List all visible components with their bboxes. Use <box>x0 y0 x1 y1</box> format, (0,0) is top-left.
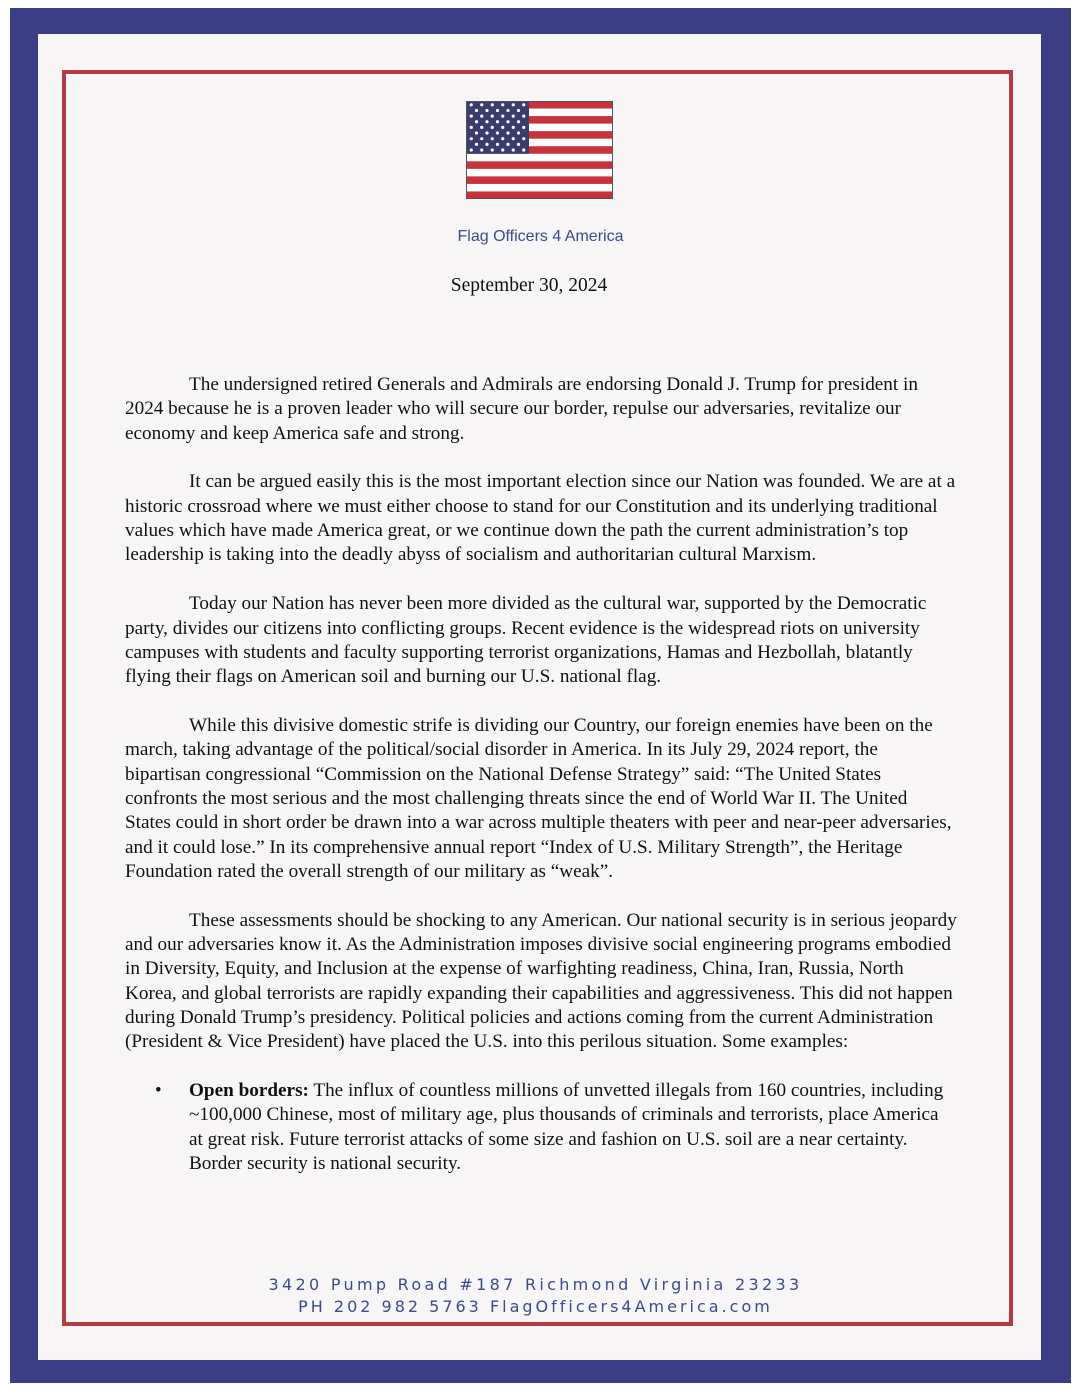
us-flag-icon <box>466 101 613 199</box>
paragraph: It can be argued easily this is the most important election since our Nation was founded. We are at a historic crossroad where we must either choose to stand for our Constitution and its underlying traditional values which have made America great, or we continue down the path the current administration’s top leadership is taking into the deadly abyss of socialism and authoritarian cultural Marxism. <box>125 471 956 566</box>
flag-star <box>517 120 520 123</box>
flag-star <box>512 137 515 140</box>
bullet-icon: • <box>155 1080 162 1102</box>
flag-stripe <box>466 176 613 184</box>
flag-star <box>506 131 509 134</box>
flag-star <box>491 103 494 106</box>
flag-stripe <box>466 191 613 199</box>
flag-star <box>475 120 478 123</box>
flag-star <box>480 148 483 151</box>
flag-star <box>512 103 515 106</box>
list-item-text: The influx of countless millions of unvetted illegals from 160 countries, including ~100,000 Chinese, most of military age, plus thousands of criminals and terrorists, place America at great risk. Future terrorist attacks of some size and fashion on U.S. soil are a near certainty. Border security is national security. <box>189 1080 944 1174</box>
letter-body <box>125 373 957 1176</box>
flag-star <box>496 109 499 112</box>
flag-star <box>501 126 504 129</box>
flag-star <box>485 131 488 134</box>
flag-star <box>501 114 504 117</box>
flag-star <box>470 126 473 129</box>
flag-star <box>470 148 473 151</box>
flag-star <box>485 143 488 146</box>
flag-star <box>517 131 520 134</box>
flag-star <box>522 148 525 151</box>
flag-star <box>491 126 494 129</box>
flag-star <box>491 148 494 151</box>
flag-star <box>506 143 509 146</box>
flag-star <box>522 137 525 140</box>
org-name: Flag Officers 4 America <box>457 228 624 245</box>
paragraph: While this divisive domestic strife is dividing our Country, our foreign enemies have been on the march, taking advantage of the political/social disorder in America. In its July 29, 2024 report, the bipartisan congressional “Commission on the National Defense Strategy” said: “The United States confronts the most serious and the most challenging threats since the end of World War II. The United States could in short order be drawn into a war across multiple theaters with peer and near-peer adversaries, and it could lose.” In its comprehensive annual report “Index of U.S. Military Strength”, the Heritage Foundation rated the overall strength of our military as “weak”. <box>125 715 952 882</box>
flag-star <box>485 120 488 123</box>
paragraph: These assessments should be shocking to any American. Our national security is in serious jeopardy and our adversaries know it. As the Administration imposes divisive social engineering programs embodied in Diversity, Equity, and Inclusion at the expense of warfighting readiness, China, Iran, Russia, North Korea, and global terrorists are rapidly expanding their capabilities and aggressiveness. This did not happen during Donald Trump’s presidency. Political policies and actions coming from the current Administration (President & Vice President) have placed the U.S. into this perilous situation. Some examples: <box>125 909 957 1053</box>
flag-star <box>475 131 478 134</box>
flag-star <box>480 114 483 117</box>
flag-star <box>517 143 520 146</box>
flag-star <box>496 131 499 134</box>
flag-star <box>517 109 520 112</box>
flag-star <box>496 143 499 146</box>
flag-star <box>480 126 483 129</box>
flag-star <box>501 137 504 140</box>
flag-star <box>480 137 483 140</box>
flag-star <box>470 137 473 140</box>
flag-star <box>496 120 499 123</box>
flag-star <box>522 126 525 129</box>
footer-contact: PH 202 982 5763 FlagOfficers4America.com <box>298 1297 773 1316</box>
flag-star <box>522 103 525 106</box>
flag-star <box>470 103 473 106</box>
list-item-title: Open borders: <box>189 1080 309 1102</box>
list-item <box>125 1079 957 1176</box>
flag-star <box>522 114 525 117</box>
paragraph: The undersigned retired Generals and Admirals are endorsing Donald J. Trump for president in 2024 because he is a proven leader who will secure our border, repulse our adversaries, revitalize our economy and keep America safe and strong. <box>125 374 918 444</box>
flag-star <box>491 114 494 117</box>
flag-star <box>506 109 509 112</box>
flag-star <box>475 143 478 146</box>
flag-star <box>506 120 509 123</box>
footer-address: 3420 Pump Road #187 Richmond Virginia 23233 <box>268 1275 803 1294</box>
flag-star <box>512 126 515 129</box>
flag-star <box>470 114 473 117</box>
flag-stripe <box>466 161 613 169</box>
flag-star <box>491 137 494 140</box>
flag-star <box>475 109 478 112</box>
flag-star <box>480 103 483 106</box>
paragraph: Today our Nation has never been more divided as the cultural war, supported by the Democratic party, divides our citizens into conflicting groups. Recent evidence is the widespread riots on university campuses with students and faculty supporting terrorist organizations, Hamas and Hezbollah, blatantly flying their flags on American soil and burning our U.S. national flag. <box>125 593 927 688</box>
letter-date: September 30, 2024 <box>450 275 608 296</box>
flag-star <box>501 103 504 106</box>
flag-star <box>485 109 488 112</box>
flag-star <box>512 148 515 151</box>
flag-star <box>512 114 515 117</box>
examples-list <box>125 1079 957 1176</box>
flag-star <box>501 148 504 151</box>
